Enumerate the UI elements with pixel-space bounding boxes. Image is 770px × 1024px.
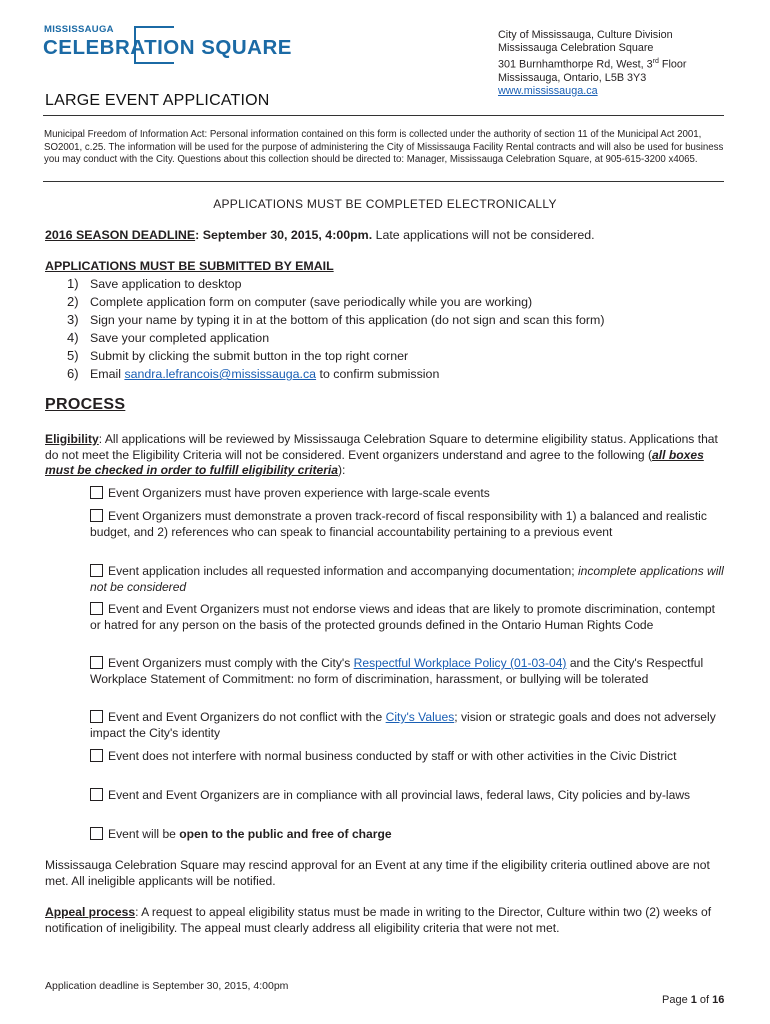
page-title: LARGE EVENT APPLICATION xyxy=(45,92,270,109)
address-line-4: Mississauga, Ontario, L5B 3Y3 xyxy=(498,71,647,84)
divider-bottom xyxy=(43,181,724,182)
criterion-checkbox[interactable] xyxy=(90,509,103,522)
criterion-item: Event and Event Organizers do not conflict with the City's Values; vision or strategic goals and does not adversely impact the City's identity xyxy=(90,710,716,740)
season-deadline: 2016 SEASON DEADLINE: September 30, 2015, 4:00pm. Late applications will not be considered. xyxy=(45,228,595,242)
logo-o-letter: O xyxy=(163,36,180,59)
respectful-workplace-policy-link[interactable]: Respectful Workplace Policy (01-03-04) xyxy=(353,656,567,670)
list-item: 5) Submit by clicking the submit button in the top right corner xyxy=(67,348,409,363)
divider-top xyxy=(43,115,724,116)
electronic-notice: APPLICATIONS MUST BE COMPLETED ELECTRONICALLY xyxy=(213,197,557,211)
criterion-checkbox[interactable] xyxy=(90,656,103,669)
criterion-checkbox[interactable] xyxy=(90,564,103,577)
list-item: 1) Save application to desktop xyxy=(67,276,242,291)
website-link[interactable]: www.mississauga.ca xyxy=(498,84,598,97)
deadline-label: 2016 SEASON DEADLINE xyxy=(45,228,196,242)
address-block xyxy=(498,29,687,98)
criterion-item: Event Organizers must comply with the City's Respectful Workplace Policy (01-03-04) and the City's Respectful Workplace Statement of Commitment: no form of discrimination, harassment, or bullying will be tolerated xyxy=(90,656,704,686)
logo-main-text xyxy=(43,36,292,60)
criterion-checkbox[interactable] xyxy=(90,788,103,801)
logo-top-text: MISSISSAUGA xyxy=(44,24,114,35)
criterion-item: Event does not interfere with normal business conducted by staff or with other activities in the Civic District xyxy=(90,749,725,765)
criterion-checkbox[interactable] xyxy=(90,749,103,762)
appeal-paragraph: Appeal process: A request to appeal eligibility status must be made in writing to the Director, Culture within two (2) weeks of notification of ineligibility. The appeal must clearly address all eligibility criteria that were not met. xyxy=(45,905,712,935)
criterion-item: Event and Event Organizers are in compliance with all provincial laws, federal laws, City policies and by-laws xyxy=(90,788,725,804)
foi-notice: Municipal Freedom of Information Act: Personal information contained on this form is collected under the authority of section 11 of the Municipal Act 2001, SO2001, c.25. The information will be used for the purpose of administering the City of Mississauga Facility Rental contracts and will also be used for business you may conduct with the City. Questions about this collection should be directed to: Manager, Mississauga Celebration Square, at 905-615-3200 x4065. xyxy=(44,129,724,166)
criterion-item: Event application includes all requested information and accompanying documentation; incomplete applications will not be considered xyxy=(90,564,724,594)
criterion-checkbox[interactable] xyxy=(90,710,103,723)
logo-main-pre: CELEBRATI xyxy=(43,36,164,59)
rescind-paragraph: Mississauga Celebration Square may rescind approval for an Event at any time if the eligibility criteria outlined above are not met. All ineligible applicants will be notified. xyxy=(45,858,710,888)
address-line-1: City of Mississauga, Culture Division xyxy=(498,29,673,41)
list-item: 4) Save your completed application xyxy=(67,330,270,345)
list-item: 3) Sign your name by typing it in at the bottom of this application (do not sign and scan this form) xyxy=(67,312,605,327)
eligibility-label: Eligibility xyxy=(45,432,99,446)
list-item: 6) Email sandra.lefrancois@mississauga.ca to confirm submission xyxy=(67,366,440,381)
celebration-square-logo xyxy=(43,24,292,68)
submission-steps xyxy=(45,275,605,383)
submission-heading: APPLICATIONS MUST BE SUBMITTED BY EMAIL xyxy=(45,259,334,273)
page-number: Page 1 of 16 xyxy=(662,994,725,1006)
footer-deadline-note: Application deadline is September 30, 2015, 4:00pm xyxy=(45,980,289,992)
process-heading: PROCESS xyxy=(45,396,126,413)
deadline-date: September 30, 2015, 4:00pm. xyxy=(199,228,373,242)
criterion-checkbox[interactable] xyxy=(90,827,103,840)
logo-main-post: N SQUARE xyxy=(179,36,292,59)
list-item: 2) Complete application form on computer (save periodically while you are working) xyxy=(67,294,533,309)
criterion-checkbox[interactable] xyxy=(90,602,103,615)
city-values-link[interactable]: City's Values xyxy=(385,710,455,724)
email-link[interactable]: sandra.lefrancois@mississauga.ca xyxy=(124,367,317,381)
criterion-item: Event will be open to the public and free of charge xyxy=(90,827,725,843)
criterion-item: Event and Event Organizers must not endorse views and ideas that are likely to promote discrimination, contempt or hatred for any person on the basis of the protected grounds defined in the Ontario Human Rights Code xyxy=(90,602,716,632)
address-line-3: 301 Burnhamthorpe Rd, West, 3rd Floor xyxy=(498,58,687,71)
appeal-label: Appeal process xyxy=(45,905,136,919)
criterion-checkbox[interactable] xyxy=(90,486,103,499)
eligibility-paragraph: Eligibility: All applications will be reviewed by Mississauga Celebration Square to determine eligibility status. Applications that do not meet the Eligibility Criteria will not be considered. Event organizers understand and agree to the following (all boxes must be checked in order to fulfill eligibility criteria): xyxy=(45,432,718,477)
criterion-item: Event Organizers must have proven experience with large-scale events xyxy=(90,486,725,502)
criterion-item: Event Organizers must demonstrate a proven track-record of fiscal responsibility with 1) a balanced and realistic budget, and 2) references who can speak to financial accountability pertaining to a previous event xyxy=(90,509,707,539)
address-line-2: Mississauga Celebration Square xyxy=(498,42,654,54)
deadline-note: Late applications will not be considered. xyxy=(372,228,595,242)
